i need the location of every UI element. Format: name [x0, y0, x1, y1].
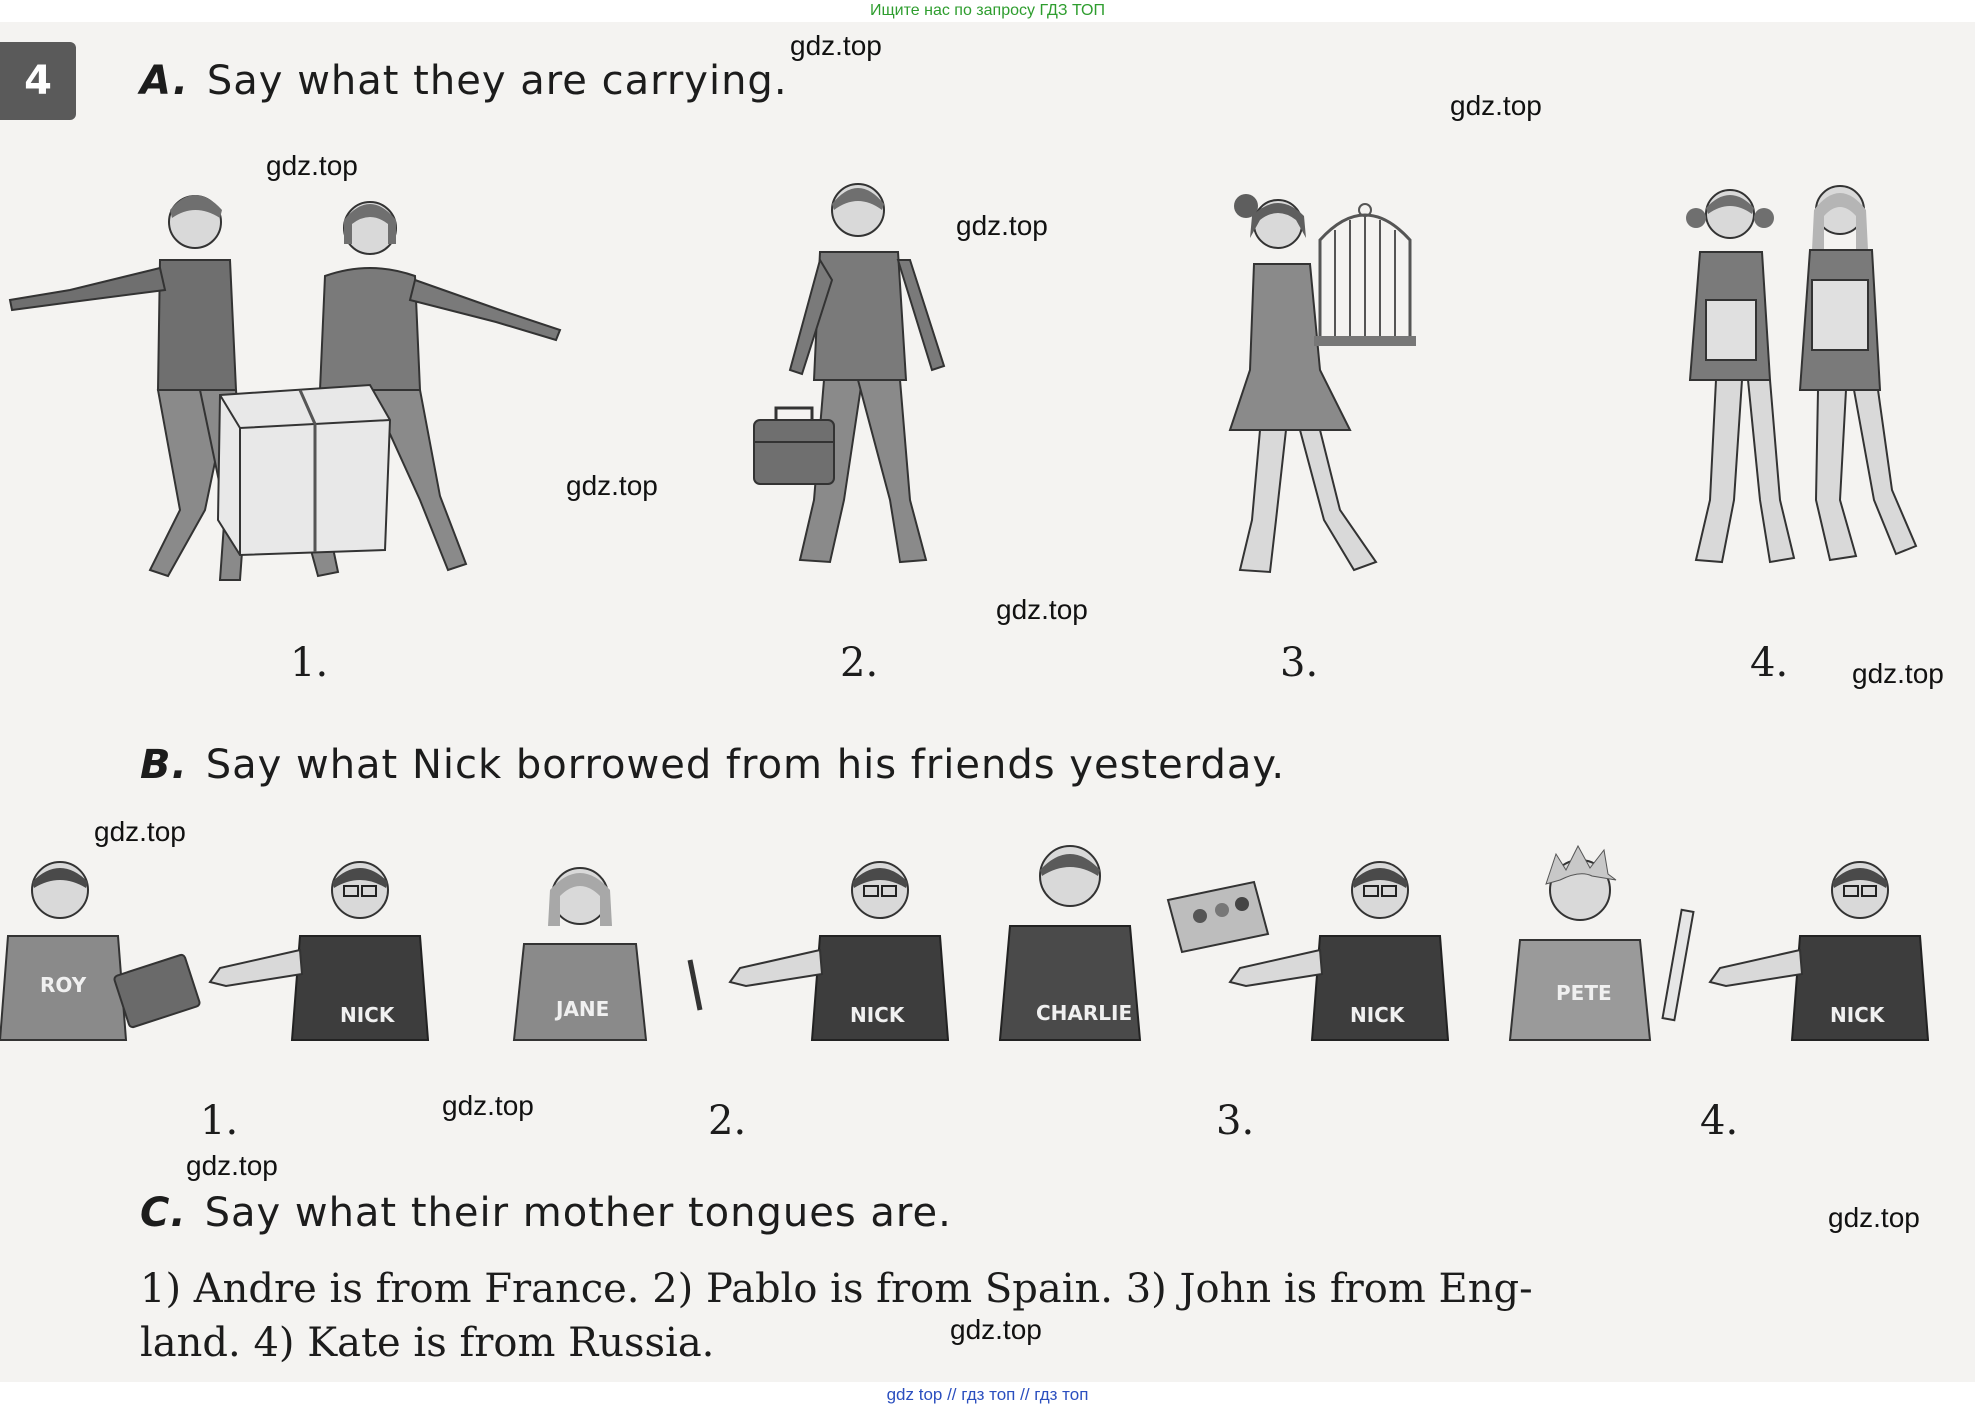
watermark: gdz.top: [566, 470, 658, 501]
section-a-number-3: 3.: [1280, 640, 1319, 686]
shirt-label: CHARLIE: [1036, 1001, 1133, 1025]
watermark: gdz.top: [1852, 658, 1944, 689]
sentence: land.: [140, 1320, 241, 1366]
section-b-illustrations: [0, 840, 1975, 1100]
nick-figure: [1230, 862, 1448, 1040]
section-c-letter: C.: [140, 1190, 187, 1236]
watermark: gdz.top: [186, 1150, 278, 1181]
section-c-instruction: [140, 1190, 952, 1236]
shirt-label: JANE: [556, 997, 610, 1021]
watermark: gdz.top: [1828, 1202, 1920, 1233]
watermark: gdz.top: [94, 816, 186, 847]
section-a-instruction: [140, 58, 788, 104]
section-b-number-4: 4.: [1700, 1098, 1739, 1144]
friend-roy: [0, 862, 201, 1040]
friend-jane: [514, 868, 700, 1040]
section-a-letter: A.: [140, 58, 189, 104]
section-b-number-3: 3.: [1216, 1098, 1255, 1144]
books: [1706, 300, 1756, 360]
friend-charlie: [1000, 846, 1268, 1040]
sentence: 3) John is from Eng-: [1125, 1266, 1533, 1312]
sentence: 4) Kate is from Russia.: [253, 1320, 715, 1366]
friend-pete: [1510, 846, 1693, 1040]
shirt-label: NICK: [340, 1003, 395, 1027]
section-a-number-4: 4.: [1750, 640, 1789, 686]
watermark: gdz.top: [956, 210, 1048, 241]
ruler: [1663, 910, 1694, 1020]
briefcase: [754, 408, 834, 484]
sentence: 1) Andre is from France.: [140, 1266, 640, 1312]
pen: [690, 960, 700, 1010]
illustration-a2-boy-with-briefcase: [740, 170, 980, 610]
box: [218, 385, 390, 555]
section-b-number-2: 2.: [708, 1098, 747, 1144]
shirt-label: NICK: [1350, 1003, 1405, 1027]
nick-figure: [210, 862, 428, 1040]
section-c-text: Say what their mother tongues are.: [204, 1190, 952, 1236]
birdcage: [1314, 204, 1416, 346]
footer-links[interactable]: gdz top // гдз топ // гдз топ: [0, 1382, 1975, 1408]
section-b-instruction: [140, 742, 1285, 788]
nick-figure: [730, 862, 948, 1040]
books: [1812, 280, 1868, 350]
watermark: gdz.top: [266, 150, 358, 181]
section-a-number-1: 1.: [290, 640, 329, 686]
section-b-text: Say what Nick borrowed from his friends yesterday.: [205, 742, 1286, 788]
watermark: gdz.top: [950, 1314, 1042, 1345]
exercise-number-badge: 4: [0, 42, 76, 120]
shirt-label: NICK: [1830, 1003, 1885, 1027]
watermark: gdz.top: [790, 30, 882, 61]
boy-figure: [10, 195, 245, 580]
illustration-a4-girls-with-books: [1660, 170, 1920, 600]
illustration-a3-girl-with-birdcage: [1190, 180, 1470, 600]
sentence: 2) Pablo is from Spain.: [652, 1266, 1113, 1312]
watermark: gdz.top: [1450, 90, 1542, 121]
shirt-label: ROY: [40, 973, 87, 997]
section-b-number-1: 1.: [200, 1098, 239, 1144]
watermark: gdz.top: [442, 1090, 534, 1121]
illustration-a1-boys-carrying-box: [0, 180, 580, 600]
section-b-letter: B.: [140, 742, 188, 788]
shirt-label: PETE: [1556, 981, 1612, 1005]
dictionary-book: [113, 954, 200, 1028]
nick-figure: [1710, 862, 1928, 1040]
watermark: gdz.top: [996, 594, 1088, 625]
paint-palette: [1168, 882, 1268, 952]
top-banner[interactable]: Ищите нас по запросу ГДЗ ТОП: [0, 0, 1975, 22]
section-a-number-2: 2.: [840, 640, 879, 686]
shirt-label: NICK: [850, 1003, 905, 1027]
section-a-text: Say what they are carrying.: [206, 58, 788, 104]
